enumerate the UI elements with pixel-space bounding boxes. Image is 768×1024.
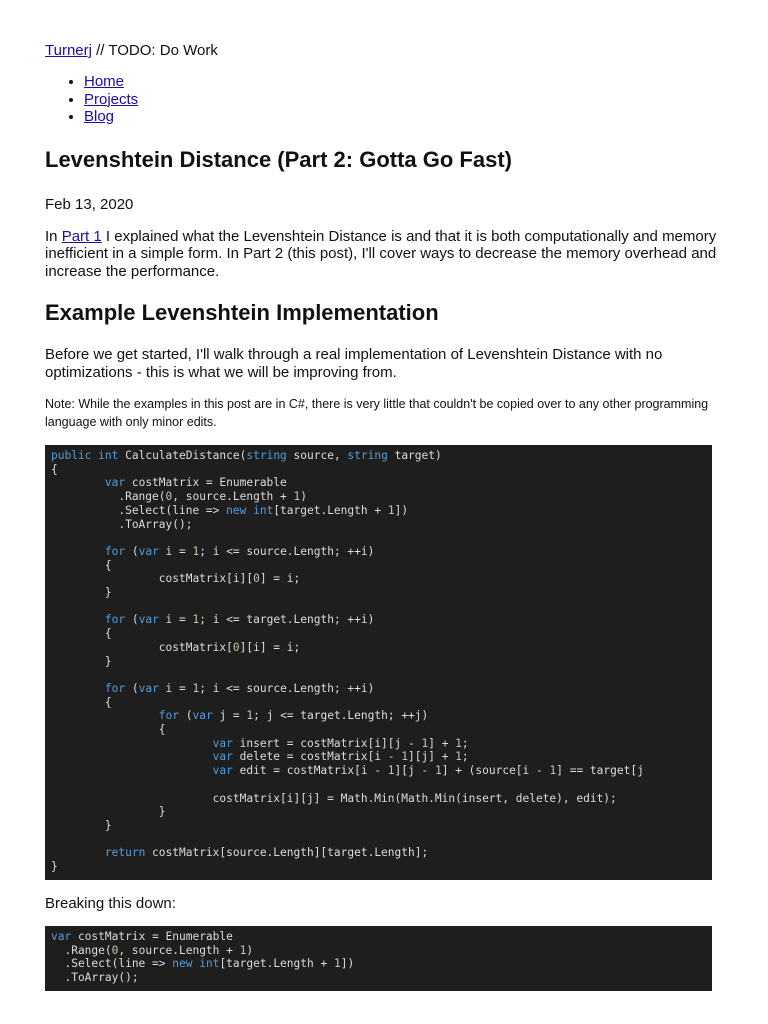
code-line bbox=[51, 709, 428, 722]
code-token: } bbox=[51, 586, 112, 600]
code-token: 1 bbox=[455, 736, 462, 750]
code-token: .Range( bbox=[51, 943, 112, 957]
code-token: { bbox=[51, 462, 58, 476]
code-token: costMatrix[i][j] = Math.Min(Math.Min(insert, delete), edit); bbox=[51, 791, 617, 805]
code-line bbox=[51, 696, 112, 709]
code-token: } bbox=[51, 654, 112, 668]
code-token: public bbox=[51, 449, 92, 462]
code-token: 0 bbox=[111, 943, 119, 957]
lead-paragraph: Before we get started, I'll walk through a real implementation of Levenshtein Distance with no optimizations - this is what we will be improving from. bbox=[45, 346, 663, 381]
code-token: for bbox=[104, 681, 126, 695]
code-block-snippet[interactable] bbox=[45, 926, 712, 991]
code-token: costMatrix[ bbox=[51, 640, 233, 654]
code-token: costMatrix[i][ bbox=[51, 572, 254, 586]
code-token bbox=[51, 709, 159, 722]
code-token: 1 bbox=[192, 613, 200, 627]
code-token: ( bbox=[125, 613, 139, 627]
code-line bbox=[51, 476, 287, 489]
code-token: ( bbox=[179, 709, 193, 723]
code-line bbox=[51, 490, 307, 503]
code-token: 1 bbox=[246, 709, 254, 723]
code-line bbox=[51, 449, 442, 462]
code-token: 1 bbox=[387, 503, 395, 517]
code-token: var bbox=[212, 764, 233, 778]
code-token: 1 bbox=[293, 490, 301, 504]
code-token: ][i] = i; bbox=[239, 640, 301, 654]
code-line bbox=[51, 737, 469, 750]
code-token: ]) bbox=[340, 957, 355, 971]
code-token: 1 bbox=[387, 764, 395, 778]
code-token: var bbox=[51, 929, 72, 943]
code-token: { bbox=[51, 695, 112, 709]
main-nav bbox=[45, 73, 723, 126]
code-token: , source.Length + bbox=[172, 490, 294, 504]
code-line bbox=[51, 613, 374, 626]
code-token: 1 bbox=[192, 681, 200, 695]
code-token: int bbox=[253, 503, 274, 517]
code-token: costMatrix = Enumerable bbox=[71, 929, 233, 943]
part-1-link[interactable]: Part 1 bbox=[61, 227, 102, 245]
code-token: ; i <= source.Length; ++i) bbox=[199, 681, 375, 695]
code-token: ; bbox=[461, 750, 469, 764]
code-line bbox=[51, 641, 300, 654]
code-token: string bbox=[347, 449, 388, 462]
code-token: costMatrix[source.Length][target.Length]; bbox=[145, 846, 429, 860]
code-line bbox=[51, 930, 233, 943]
code-token: 1 bbox=[333, 957, 341, 971]
code-token: ; i <= source.Length; ++i) bbox=[199, 544, 375, 558]
code-token: j = bbox=[212, 709, 247, 723]
code-token bbox=[51, 613, 105, 626]
code-line bbox=[51, 559, 112, 572]
code-token: i = bbox=[158, 613, 193, 627]
code-token: .ToArray(); bbox=[51, 970, 139, 984]
code-token: source, bbox=[286, 449, 348, 462]
code-token bbox=[51, 545, 105, 558]
code-line bbox=[51, 860, 58, 873]
code-line bbox=[51, 682, 374, 695]
code-token: ] + bbox=[428, 736, 456, 750]
code-token: ; bbox=[461, 736, 469, 750]
site-tagline: // TODO: Do Work bbox=[91, 42, 218, 59]
site-header bbox=[45, 42, 723, 60]
code-line bbox=[51, 655, 112, 668]
nav-item-blog bbox=[84, 108, 723, 126]
code-token: 0 bbox=[253, 572, 260, 586]
code-token: for bbox=[104, 544, 126, 558]
code-line bbox=[51, 846, 428, 859]
code-token: , source.Length + bbox=[118, 943, 240, 957]
code-token: [target.Length + bbox=[219, 957, 334, 971]
code-token: 1 bbox=[549, 764, 557, 778]
code-token: } bbox=[51, 818, 112, 832]
code-token: edit = costMatrix[i - bbox=[232, 764, 388, 778]
note-paragraph: Note: While the examples in this post are in C#, there is very little that couldn't be copied over to any other programming language with only minor edits. bbox=[45, 397, 709, 429]
nav-item-projects bbox=[84, 91, 723, 109]
nav-link-home[interactable]: Home bbox=[84, 73, 125, 90]
nav-link-projects[interactable]: Projects bbox=[84, 90, 139, 108]
breaking-down-text: Breaking this down: bbox=[45, 894, 176, 912]
code-token bbox=[51, 750, 213, 763]
code-token bbox=[51, 846, 105, 859]
code-token: 0 bbox=[232, 640, 240, 654]
code-token: 1 bbox=[434, 764, 442, 778]
code-line bbox=[51, 944, 253, 957]
code-token: ][j] + bbox=[408, 750, 456, 764]
code-line bbox=[51, 463, 58, 476]
code-token: new bbox=[226, 503, 247, 517]
code-token: delete = costMatrix[i - bbox=[232, 750, 402, 764]
code-token: 1 bbox=[239, 943, 247, 957]
site-home-link[interactable]: Turnerj bbox=[45, 42, 92, 59]
post-date: Feb 13, 2020 bbox=[45, 195, 134, 213]
code-token: insert = costMatrix[i][j - bbox=[232, 736, 422, 750]
code-token: ) bbox=[246, 943, 254, 957]
code-token: return bbox=[104, 846, 146, 860]
code-token: 1 bbox=[455, 750, 462, 764]
code-line bbox=[51, 764, 644, 777]
code-token bbox=[51, 682, 105, 695]
code-line bbox=[51, 723, 166, 736]
code-token: var bbox=[138, 544, 159, 558]
code-token bbox=[51, 476, 105, 489]
code-token: int bbox=[199, 957, 220, 971]
code-token: [target.Length + bbox=[273, 503, 388, 517]
code-token: i = bbox=[158, 681, 193, 695]
code-token: for bbox=[104, 613, 126, 627]
code-token: var bbox=[138, 681, 159, 695]
code-token: var bbox=[138, 613, 159, 627]
code-token: target) bbox=[387, 449, 442, 462]
code-line bbox=[51, 957, 354, 970]
code-line bbox=[51, 572, 300, 585]
code-token: costMatrix = Enumerable bbox=[125, 476, 287, 490]
code-line bbox=[51, 819, 112, 832]
code-token: 0 bbox=[165, 490, 173, 504]
nav-item-home bbox=[84, 73, 723, 91]
code-token: { bbox=[51, 558, 112, 572]
code-token: ][j - bbox=[394, 764, 435, 778]
section-heading: Example Levenshtein Implementation bbox=[45, 300, 439, 325]
code-token: var bbox=[192, 709, 213, 723]
code-line bbox=[51, 750, 469, 763]
code-token bbox=[51, 764, 213, 777]
code-token: ] + (source[i - bbox=[441, 764, 550, 778]
code-token: ]) bbox=[394, 503, 409, 517]
code-token: 1 bbox=[421, 736, 429, 750]
code-token: int bbox=[98, 449, 119, 462]
code-token: var bbox=[212, 736, 233, 750]
code-token: } bbox=[51, 805, 166, 819]
code-token: { bbox=[51, 723, 166, 737]
code-token: var bbox=[212, 750, 233, 764]
intro-paragraph bbox=[45, 228, 723, 281]
code-token: .Select(line => bbox=[51, 503, 227, 517]
code-line bbox=[51, 792, 617, 805]
code-token: { bbox=[51, 627, 112, 641]
code-line bbox=[51, 971, 139, 984]
code-line bbox=[51, 504, 408, 517]
code-line bbox=[51, 586, 112, 599]
code-line bbox=[51, 627, 112, 640]
intro-text-after: I explained what the Levenshtein Distance is and that it is both computationally and memory inefficient in a simple form. In Part 2 (this post), I'll cover ways to decrease the memory overhead and increase the performance. bbox=[45, 227, 717, 280]
code-token: for bbox=[158, 709, 179, 723]
code-token: string bbox=[246, 449, 287, 462]
code-line bbox=[51, 518, 192, 531]
code-token: i = bbox=[158, 544, 193, 558]
code-line bbox=[51, 545, 374, 558]
code-block-main[interactable] bbox=[45, 445, 712, 880]
code-token: } bbox=[51, 860, 58, 874]
code-token: ] == target[j bbox=[556, 764, 644, 778]
code-token: var bbox=[104, 476, 126, 490]
code-token: ( bbox=[125, 544, 139, 558]
code-token: 1 bbox=[192, 544, 200, 558]
code-token: ( bbox=[125, 681, 139, 695]
code-token: .Select(line => bbox=[51, 957, 173, 971]
code-token: new bbox=[172, 957, 193, 971]
code-token bbox=[51, 737, 213, 750]
code-token: .ToArray(); bbox=[51, 517, 193, 531]
code-line bbox=[51, 805, 166, 818]
code-token: 1 bbox=[401, 750, 409, 764]
code-token: ; i <= target.Length; ++i) bbox=[199, 613, 375, 627]
code-token: ) bbox=[300, 490, 308, 504]
code-token: CalculateDistance( bbox=[118, 449, 247, 462]
code-token: .Range( bbox=[51, 490, 166, 504]
code-token: ; j <= target.Length; ++j) bbox=[253, 709, 429, 723]
intro-text-before: In bbox=[45, 227, 62, 245]
nav-link-blog[interactable]: Blog bbox=[84, 108, 115, 125]
post-title: Levenshtein Distance (Part 2: Gotta Go Fast) bbox=[45, 146, 512, 172]
code-token: ] = i; bbox=[259, 572, 301, 586]
